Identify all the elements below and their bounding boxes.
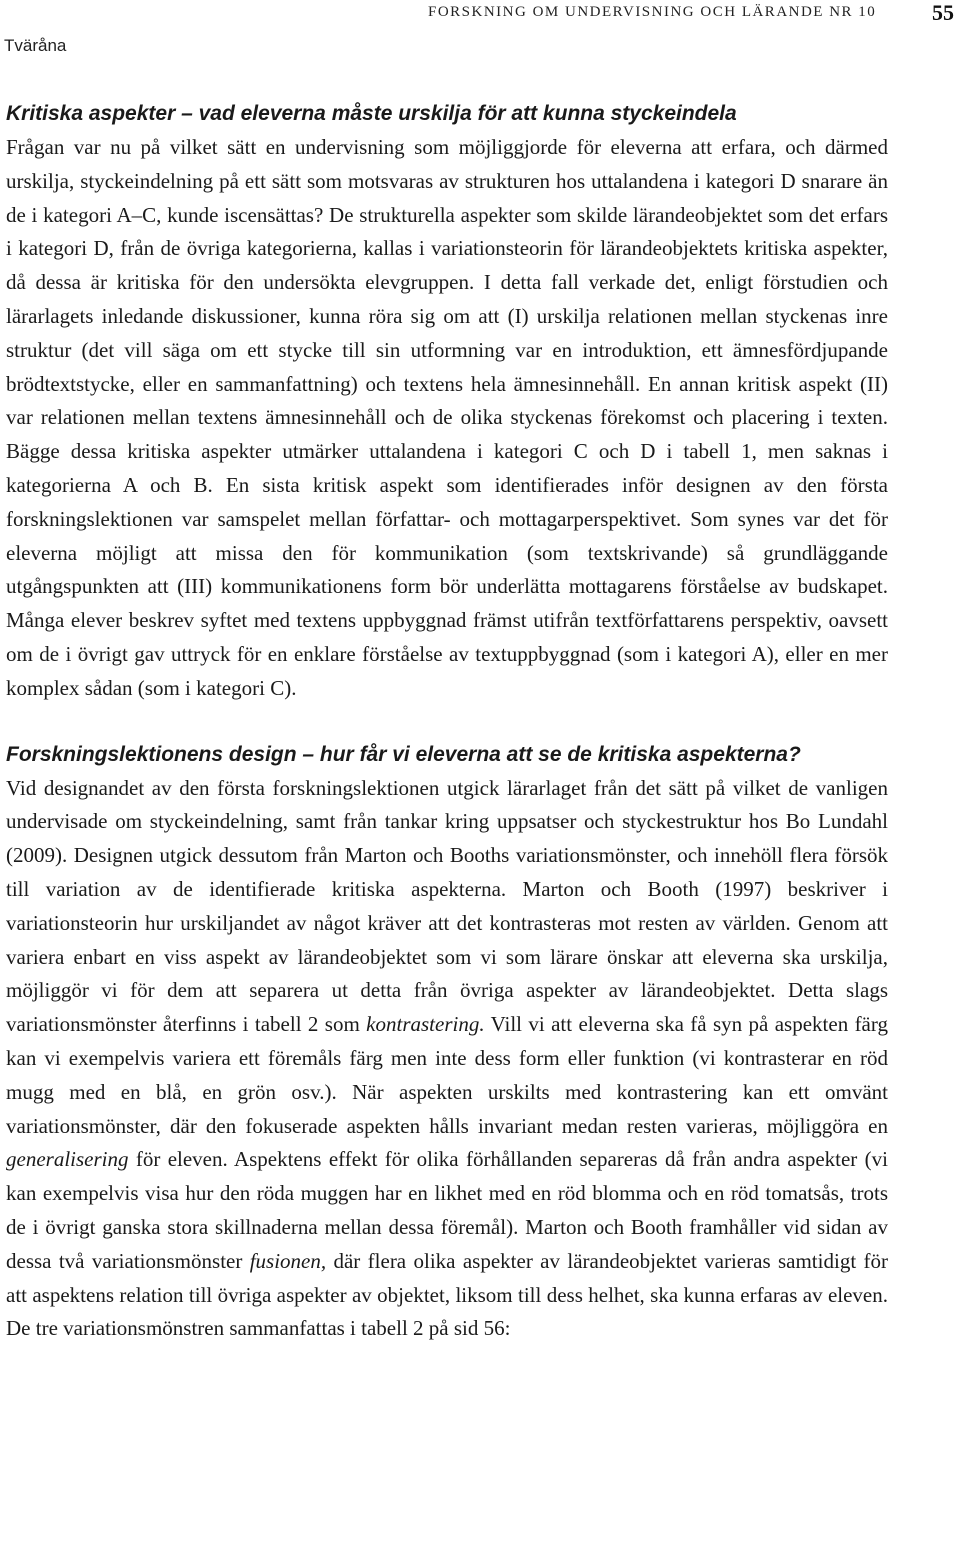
term-fusionen: fusionen, (249, 1248, 327, 1273)
paragraph-text: för eleven. Aspektens effekt för olika förhållanden separeras då från andra aspekter (vi kan exempelvis visa hur den röda muggen har en likhet med en röd blomma och en röd tomatsås, trots de i övrigt ganska stora skillnaderna mellan dessa föremål). Marton och Booth framhåller vid sidan av dessa två variationsmönster (6, 1147, 888, 1273)
body-paragraph-lesson-design (6, 772, 888, 1347)
paragraph-text: Vid designandet av den första forskningslektionen utgick lärarlaget från det sätt på vilket de vanligen undervisade om styckeindelning, samt från tankar kring uppsatser och styckestruktur hos Bo Lundahl (2009). Designen utgick dessutom från Marton och Booths variationsmönster, och innehöll flera försök till variation av de identifierade kritiska aspekterna. Marton och Booth (1997) beskriver i variationsteorin hur urskiljandet av något kräver att det kontrasteras mot resten av världen. Genom att variera enbart en viss aspekt av lärandeobjektet som vi som lärare önskar att eleverna ska urskilja, möjliggör vi för dem att separera ut detta från övriga aspekter av lärandeobjektet. Detta slags variationsmönster återfinns i tabell 2 som (6, 775, 888, 1037)
author-name: Tväråna (4, 36, 67, 55)
term-kontrastering: kontrastering. (366, 1012, 485, 1037)
body-paragraph-critical-aspects: Frågan var nu på vilket sätt en undervisning som möjliggjorde för eleverna att erfara, och därmed urskilja, styckeindelning på ett sätt som motsvaras av strukturen hos uttalandena i kategori D snarare än de i kategori A–C, kunde iscensättas? De strukturella aspekter som skilde lärandeobjektet som det erfars i kategori D, från de övriga kategorierna, kallas i variationsteorin för lärandeobjektets kritiska aspekter, då dessa är kritiska för den undersökta elevgruppen. I detta fall verkade det, enligt förstudien och lärarlagets inledande diskussioner, kunna röra sig om att (I) urskilja relationen mellan styckenas inre struktur (det vill säga om ett stycke till sin utformning var en introduktion, ett ämnesfördjupande brödtextstycke, eller en sammanfattning) och textens hela ämnesinnehåll. En annan kritisk aspekt (II) var relationen mellan textens ämnesinnehåll och de olika styckenas förekomst och placering i texten. Bägge dessa kritiska aspekter utmärker uttalandena i kategori C och D i tabell 1, men saknas i kategorierna A och B. En sista kritisk aspekt som identifierades inför designen av den första forskningslektionen var samspelet mellan författar- och mottagarperspektivet. Som synes var det för eleverna möjligt att missa den för kommunikation (som textskrivande) så grundläggande utgångspunkten att (III) kommunikationens form bör underlätta mottagarens förståelse av budskapet. Många elever beskrev syftet med textens uppbyggnad främst utifrån textförfattarens perspektiv, oavsett om de i övrigt gav uttryck för en enklare förståelse av textuppbyggnad (som i kategori A), eller en mer komplex sådan (som i kategori C). (6, 135, 888, 700)
paragraph-text: där flera olika aspekter av lärandeobjektet varieras samtidigt för att aspektens relation till övriga aspekter av objektet, liksom till dess helhet, ska kunna erfaras av eleven. De tre variationsmönstren sammanfattas i tabell 2 på sid 56: (6, 1248, 888, 1341)
article-body (6, 97, 888, 1346)
section-heading-lesson-design: Forskningslektionens design – hur får vi eleverna att se de kritiska aspekterna? (6, 742, 801, 766)
term-generalisering: generalisering (6, 1147, 129, 1172)
page-header (0, 0, 960, 70)
running-head: FORSKNING OM UNDERVISNING OCH LÄRANDE NR 10 (428, 4, 877, 20)
section-spacer (6, 706, 888, 738)
page-number: 55 (932, 0, 954, 25)
paragraph-text: Vill vi att eleverna ska få syn på aspekten färg kan vi exempelvis variera ett föremåls färg men inte dess form eller funktion (vi kontrasterar en röd mugg med en blå, en grön osv.). När aspekten urskilts med kontrastering kan ett omvänt variationsmönster, där den fokuserade aspekten hålls invariant medan resten varieras, möjliggöra en (6, 1012, 888, 1138)
section-heading-critical-aspects: Kritiska aspekter – vad eleverna måste urskilja för att kunna styckeindela (6, 102, 737, 125)
